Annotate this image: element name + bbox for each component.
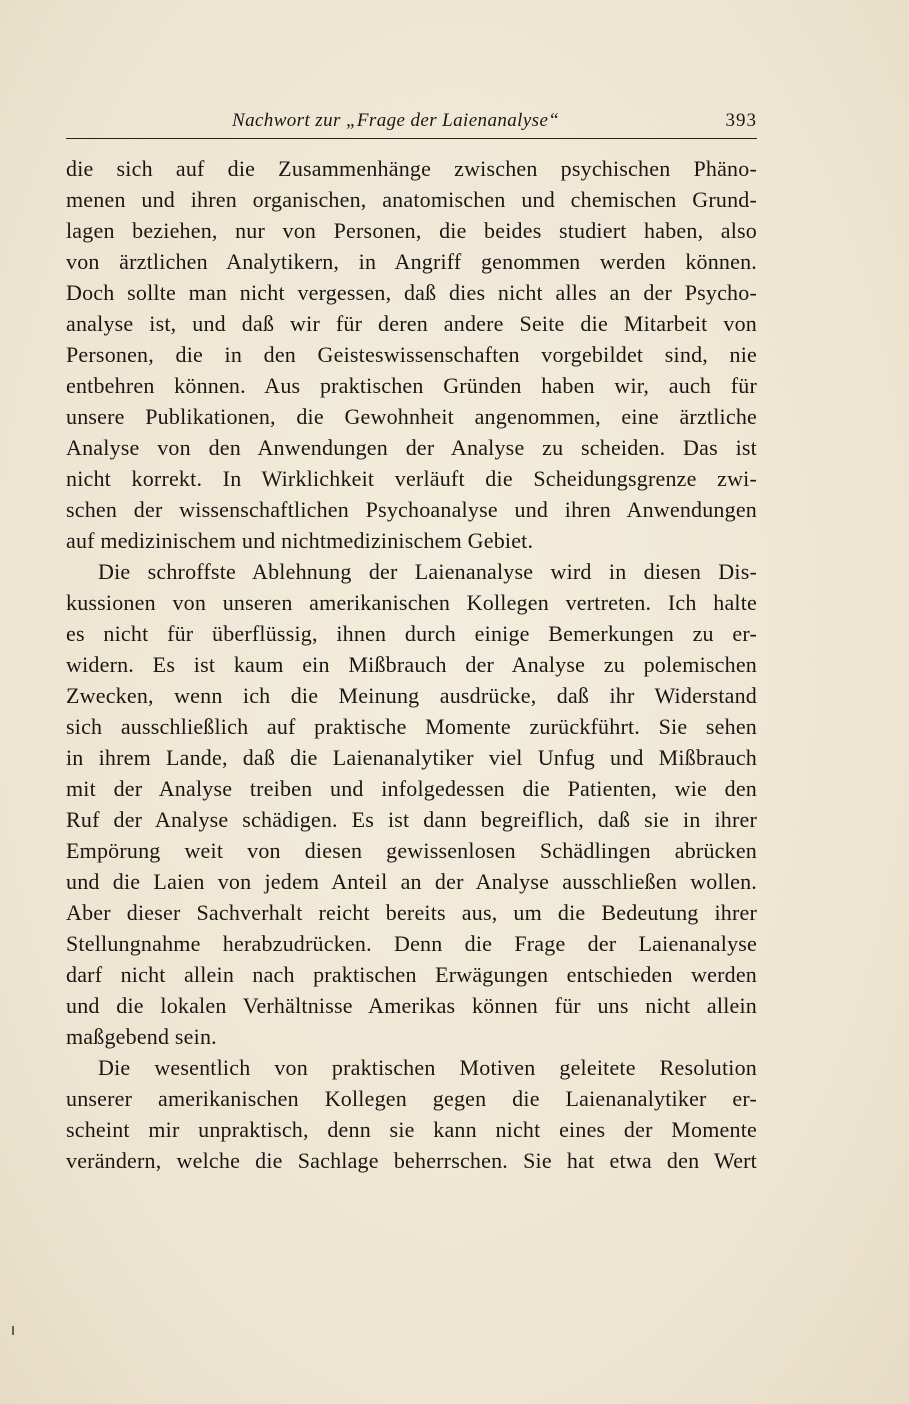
text-line: die sich auf die Zusammenhänge zwischen psychischen Phäno- (66, 156, 757, 181)
text-line: scheint mir unpraktisch, denn sie kann nicht eines der Momente (66, 1117, 757, 1142)
paragraph-start-line: Die wesentlich von praktischen Motiven geleitete Resolution (98, 1055, 757, 1080)
running-title: Nachwort zur „Frage der Laienanalyse“ (232, 110, 560, 131)
margin-mark (12, 1326, 14, 1335)
paragraph-start-line: Die schroffste Ablehnung der Laienanalyse wird in diesen Dis- (98, 559, 757, 584)
text-line: Ruf der Analyse schädigen. Es ist dann begreiflich, daß sie in ihrer (66, 807, 757, 832)
paragraph-end-line: maßgebend sein. (66, 1024, 217, 1049)
text-line: schen der wissenschaftlichen Psychoanalyse und ihren Anwendungen (66, 497, 757, 522)
text-line: Personen, die in den Geisteswissenschaften vorgebildet sind, nie (66, 342, 757, 367)
text-line: Stellungnahme herabzudrücken. Denn die Frage der Laienanalyse (66, 931, 757, 956)
text-line: menen und ihren organischen, anatomischen und chemischen Grund- (66, 187, 757, 212)
text-line: widern. Es ist kaum ein Mißbrauch der Analyse zu polemischen (66, 652, 757, 677)
text-line: lagen beziehen, nur von Personen, die beides studiert haben, also (66, 218, 757, 243)
text-line: mit der Analyse treiben und infolgedessen die Patienten, wie den (66, 776, 757, 801)
text-line: kussionen von unseren amerikanischen Kollegen vertreten. Ich halte (66, 590, 757, 615)
running-head (66, 110, 757, 139)
text-line: Doch sollte man nicht vergessen, daß dies nicht alles an der Psycho- (66, 280, 757, 305)
text-line: nicht korrekt. In Wirklichkeit verläuft die Scheidungsgrenze zwi- (66, 466, 757, 491)
text-line: Zwecken, wenn ich die Meinung ausdrücke, daß ihr Widerstand (66, 683, 757, 708)
text-line: es nicht für überflüssig, ihnen durch einige Bemerkungen zu er- (66, 621, 757, 646)
text-line: entbehren können. Aus praktischen Gründen haben wir, auch für (66, 373, 757, 398)
text-line: darf nicht allein nach praktischen Erwägungen entschieden werden (66, 962, 757, 987)
text-line: Analyse von den Anwendungen der Analyse zu scheiden. Das ist (66, 435, 757, 460)
text-line: verändern, welche die Sachlage beherrschen. Sie hat etwa den Wert (66, 1148, 757, 1173)
text-line: unsere Publikationen, die Gewohnheit angenommen, eine ärztliche (66, 404, 757, 429)
page-number: 393 (725, 110, 757, 131)
text-line: und die lokalen Verhältnisse Amerikas können für uns nicht allein (66, 993, 757, 1018)
text-line: Aber dieser Sachverhalt reicht bereits aus, um die Bedeutung ihrer (66, 900, 757, 925)
text-line: sich ausschließlich auf praktische Momente zurückführt. Sie sehen (66, 714, 757, 739)
text-line: analyse ist, und daß wir für deren andere Seite die Mitarbeit von (66, 311, 757, 336)
text-line: und die Laien von jedem Anteil an der Analyse ausschließen wollen. (66, 869, 757, 894)
text-line: in ihrem Lande, daß die Laienanalytiker viel Unfug und Mißbrauch (66, 745, 757, 770)
body-text (66, 153, 757, 1176)
text-line: Empörung weit von diesen gewissenlosen Schädlingen abrücken (66, 838, 757, 863)
paragraph-end-line: auf medizinischem und nichtmedizinischem Gebiet. (66, 528, 534, 553)
text-line: unserer amerikanischen Kollegen gegen die Laienanalytiker er- (66, 1086, 757, 1111)
text-line: von ärztlichen Analytikern, in Angriff genommen werden können. (66, 249, 757, 274)
